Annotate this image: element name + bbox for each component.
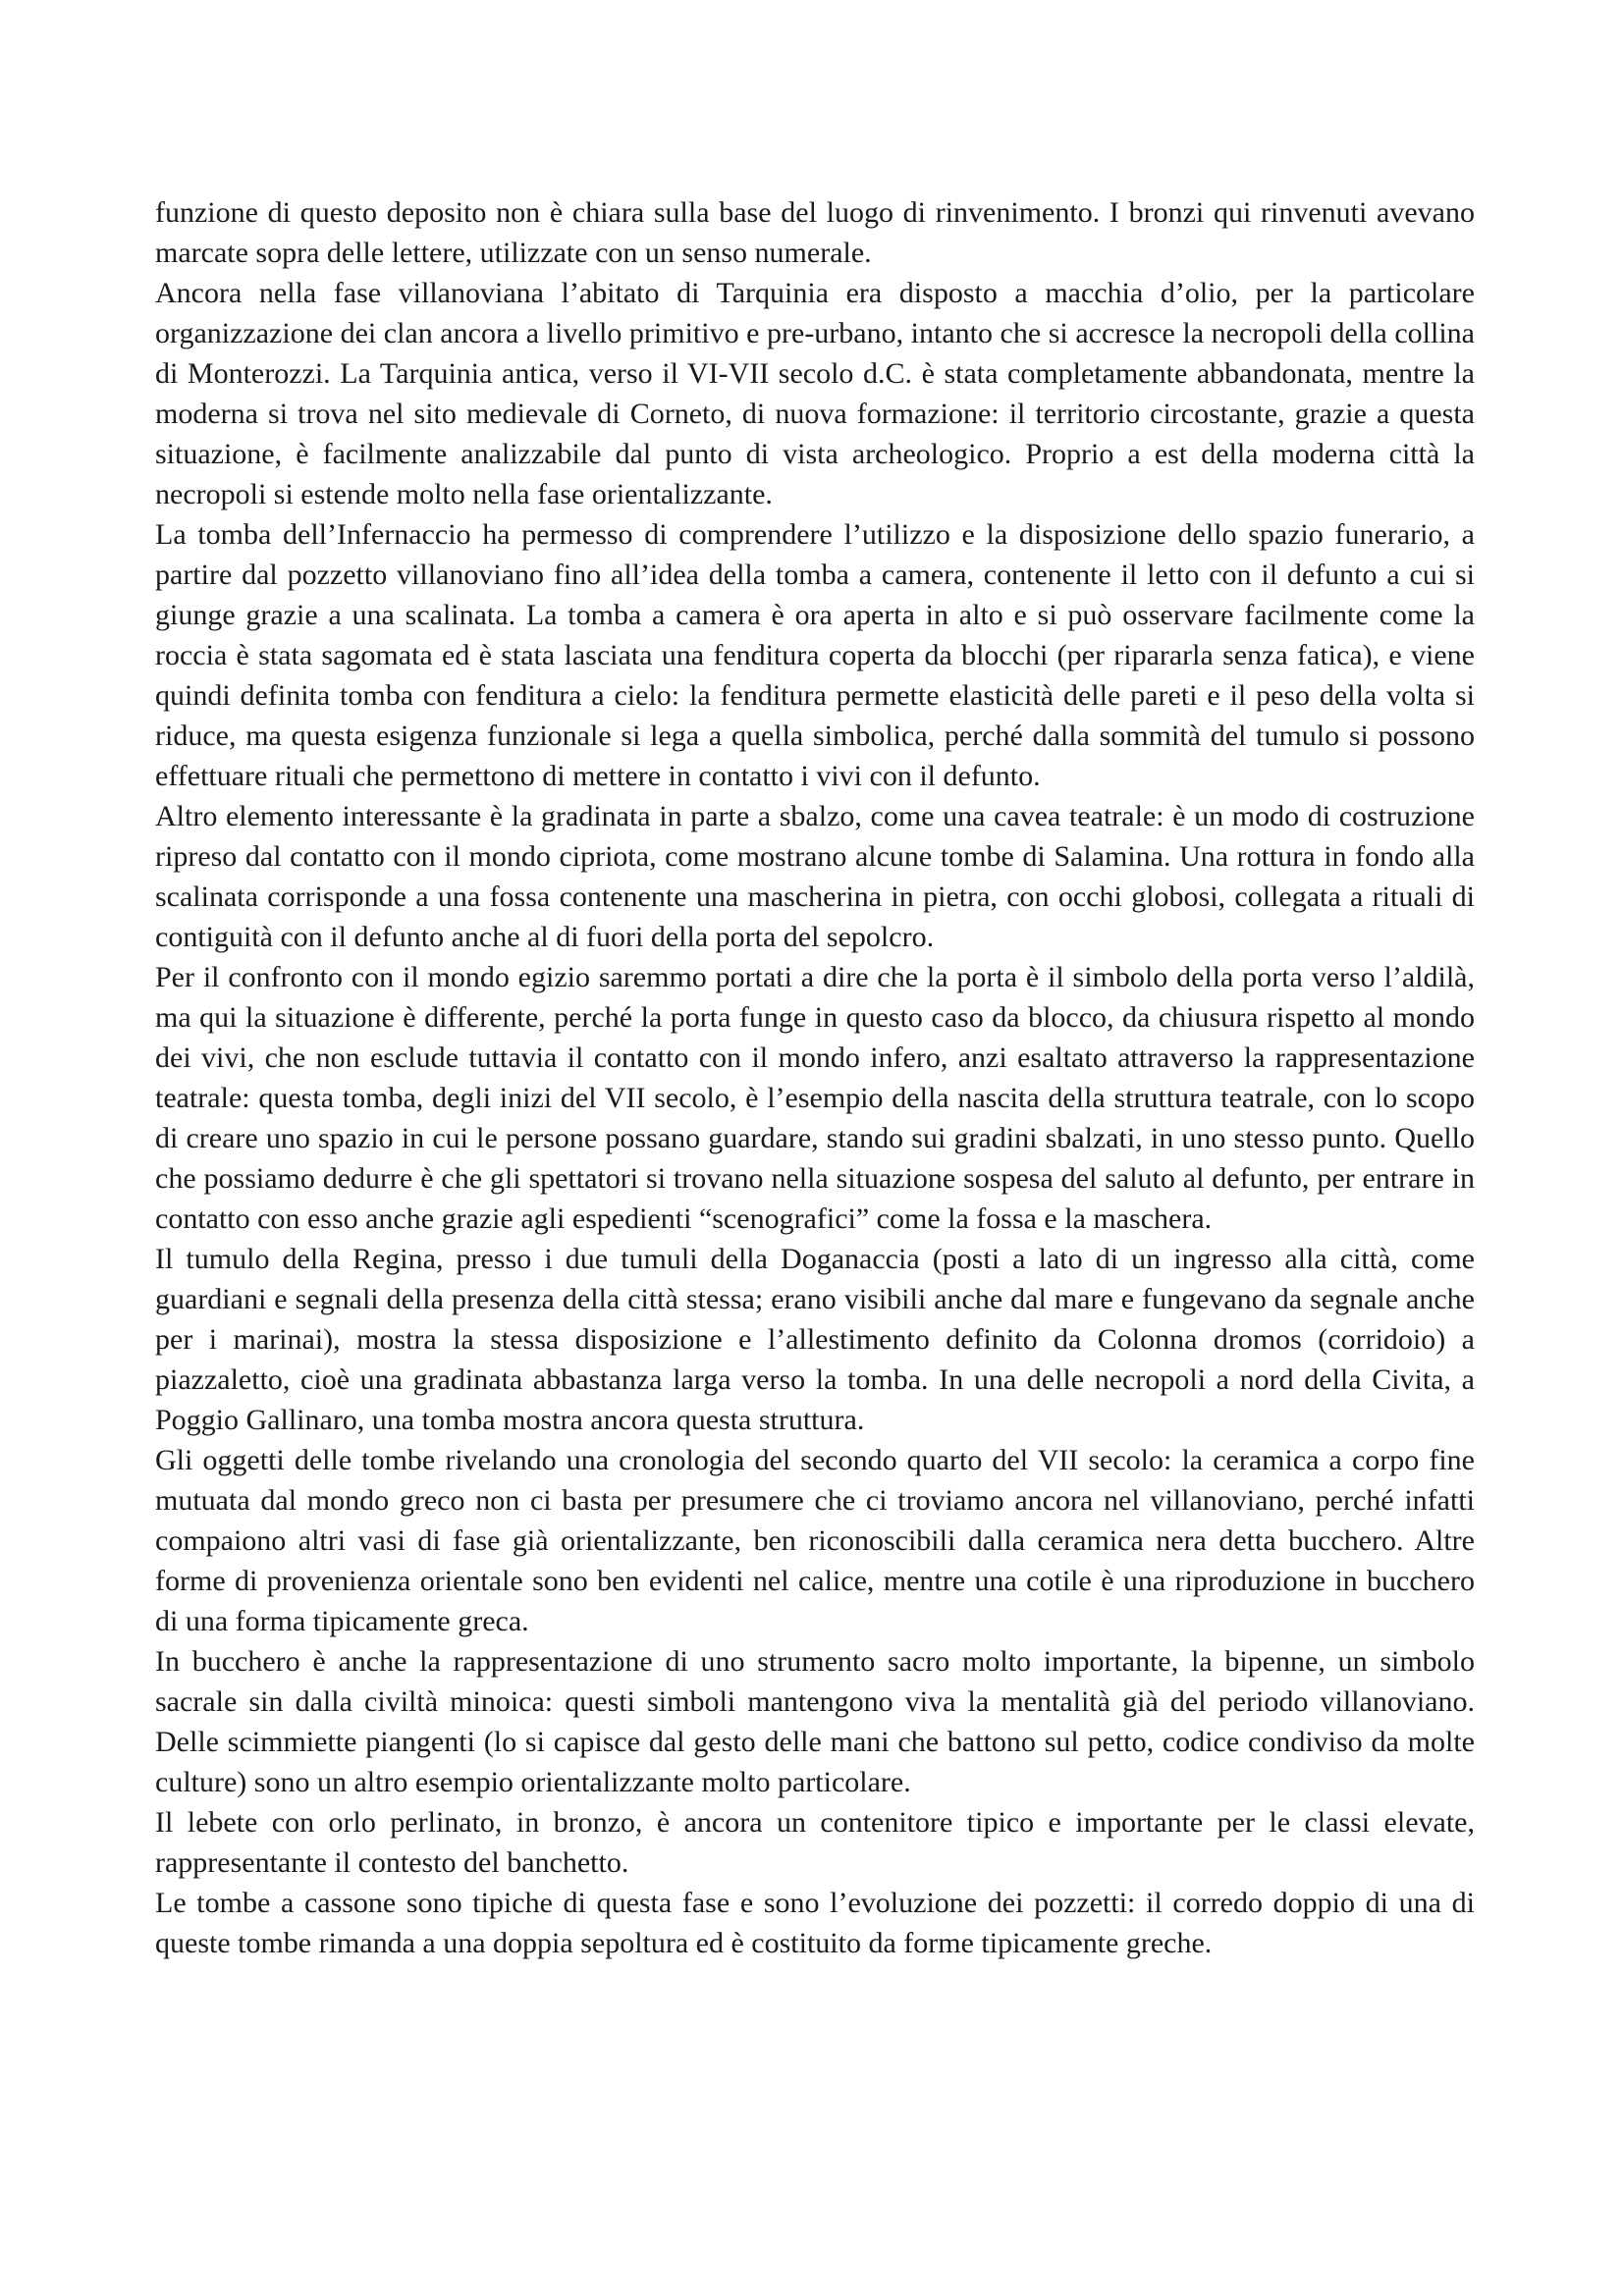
document-page — [155, 192, 1475, 1963]
paragraph-3: La tomba dell’Infernaccio ha permesso di comprendere l’utilizzo e la disposizione dello spazio funerario, a partire dal pozzetto villanoviano fino all’idea della tomba a camera, contenente il letto con il defunto a cui si giunge grazie a una scalinata. La tomba a camera è ora aperta in alto e si può osservare facilmente come la roccia è stata sagomata ed è stata lasciata una fenditura coperta da blocchi (per ripararla senza fatica), e viene quindi definita tomba con fenditura a cielo: la fenditura permette elasticità delle pareti e il peso della volta si riduce, ma questa esigenza funzionale si lega a quella simbolica, perché dalla sommità del tumulo si possono effettuare rituali che permettono di mettere in contatto i vivi con il defunto. — [155, 518, 1475, 792]
paragraph-4: Altro elemento interessante è la gradinata in parte a sbalzo, come una cavea teatrale: è un modo di costruzione ripreso dal contatto con il mondo cipriota, come mostrano alcune tombe di Salamina. Una rottura in fondo alla scalinata corrisponde a una fossa contenente una mascherina in pietra, con occhi globosi, collegata a rituali di contiguità con il defunto anche al di fuori della porta del sepolcro. — [155, 800, 1475, 953]
paragraph-7: Gli oggetti delle tombe rivelando una cronologia del secondo quarto del VII secolo: la ceramica a corpo fine mutuata dal mondo greco non ci basta per presumere che ci troviamo ancora nel villanoviano, perché infatti compaiono altri vasi di fase già orientalizzante, ben riconoscibili dalla ceramica nera detta bucchero. Altre forme di provenienza orientale sono ben evidenti nel calice, mentre una cotile è una riproduzione in bucchero di una forma tipicamente greca. — [155, 1444, 1475, 1637]
paragraph-1: funzione di questo deposito non è chiara sulla base del luogo di rinvenimento. I bronzi qui rinvenuti avevano marcate sopra delle lettere, utilizzate con un senso numerale. — [155, 196, 1475, 269]
paragraph-10: Le tombe a cassone sono tipiche di questa fase e sono l’evoluzione dei pozzetti: il corredo doppio di una di queste tombe rimanda a una doppia sepoltura ed è costituito da forme tipicamente greche. — [155, 1887, 1475, 1959]
paragraph-8: In bucchero è anche la rappresentazione di uno strumento sacro molto importante, la bipenne, un simbolo sacrale sin dalla civiltà minoica: questi simboli mantengono viva la mentalità già del periodo villanoviano. Delle scimmiette piangenti (lo si capisce dal gesto delle mani che battono sul petto, codice condiviso da molte culture) sono un altro esempio orientalizzante molto particolare. — [155, 1645, 1475, 1798]
paragraph-6: Il tumulo della Regina, presso i due tumuli della Doganaccia (posti a lato di un ingresso alla città, come guardiani e segnali della presenza della città stessa; erano visibili anche dal mare e fungevano da segnale anche per i marinai), mostra la stessa disposizione e l’allestimento definito da Colonna dromos (corridoio) a piazzaletto, cioè una gradinata abbastanza larga verso la tomba. In una delle necropoli a nord della Civita, a Poggio Gallinaro, una tomba mostra ancora questa struttura. — [155, 1243, 1475, 1436]
paragraph-9: Il lebete con orlo perlinato, in bronzo, è ancora un contenitore tipico e importante per le classi elevate, rappresentante il contesto del banchetto. — [155, 1806, 1475, 1879]
paragraph-2: Ancora nella fase villanoviana l’abitato di Tarquinia era disposto a macchia d’olio, per la particolare organizzazione dei clan ancora a livello primitivo e pre-urbano, intanto che si accresce la necropoli della collina di Monterozzi. La Tarquinia antica, verso il VI-VII secolo d.C. è stata completamente abbandonata, mentre la moderna si trova nel sito medievale di Corneto, di nuova formazione: il territorio circostante, grazie a questa situazione, è facilmente analizzabile dal punto di vista archeologico. Proprio a est della moderna città la necropoli si estende molto nella fase orientalizzante. — [155, 277, 1475, 510]
paragraph-5: Per il confronto con il mondo egizio saremmo portati a dire che la porta è il simbolo della porta verso l’aldilà, ma qui la situazione è differente, perché la porta funge in questo caso da blocco, da chiusura rispetto al mondo dei vivi, che non esclude tuttavia il contatto con il mondo infero, anzi esaltato attraverso la rappresentazione teatrale: questa tomba, degli inizi del VII secolo, è l’esempio della nascita della struttura teatrale, con lo scopo di creare uno spazio in cui le persone possano guardare, stando sui gradini sbalzati, in uno stesso punto. Quello che possiamo dedurre è che gli spettatori si trovano nella situazione sospesa del saluto al defunto, per entrare in contatto con esso anche grazie agli espedienti “scenografici” come la fossa e la maschera. — [155, 961, 1475, 1235]
